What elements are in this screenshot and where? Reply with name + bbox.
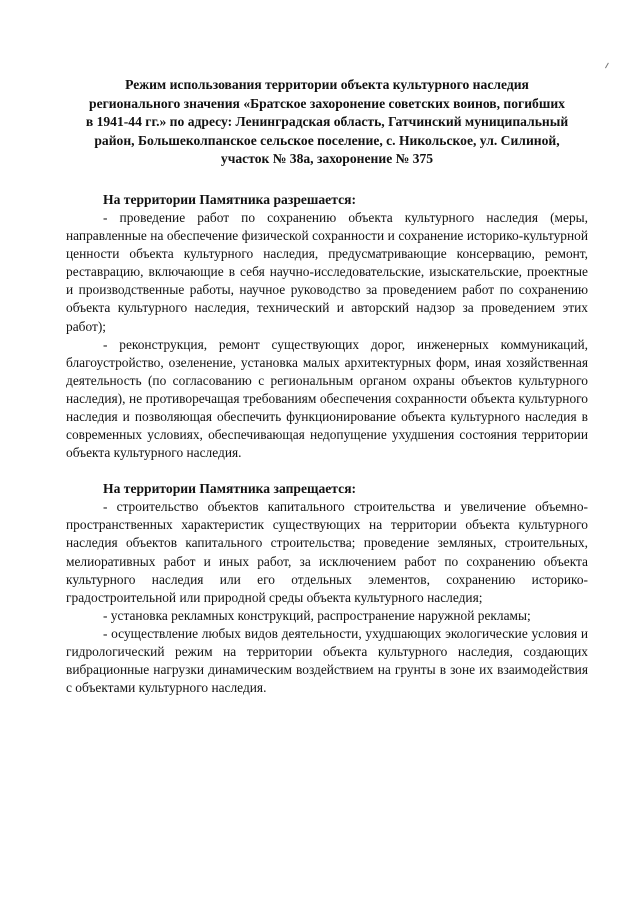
prohibited-heading: На территории Памятника запрещается: (103, 481, 357, 497)
title-line: район, Большеколпанское сельское поселение, с. Никольское, ул. Силиной, (94, 132, 560, 148)
title-line: в 1941-44 гг.» по адресу: Ленинградская область, Гатчинский муниципальный (85, 114, 569, 130)
allowed-heading: На территории Памятника разрешается: (103, 191, 356, 207)
scan-mark (605, 63, 614, 72)
prohibited-section (66, 480, 588, 697)
allowed-section (66, 191, 588, 462)
prohibited-item: - строительство объектов капитального строительства и увеличение объемно-пространственных характеристик существующих на территории объекта культурного наследия объектов капитального строительства; проведение земляных, строительных, мелиоративных работ и иных работ, за исключением работ по сохранению объекта культурного наследия или его отдельных элементов, сохранению историко-градостроительной или природной среды объекта культурного наследия; (66, 499, 588, 605)
title-line: регионального значения «Братское захоронение советских воинов, погибших (89, 95, 565, 111)
prohibited-item: - установка рекламных конструкций, распространение наружной рекламы; (103, 607, 531, 623)
document-title (66, 76, 588, 169)
allowed-item: - проведение работ по сохранению объекта культурного наследия (меры, направленные на обеспечение физической сохранности и сохранение историко-культурной ценности объекта культурного наследия, предусматривающие консервацию, ремонт, реставрацию, включающие в себя научно-исследовательские, изыскательские, проектные и производственные работы, научное руководство за проведением работ по сохранению объекта культурного наследия, технический и авторский надзор за проведением этих работ); (66, 209, 588, 334)
title-line: участок № 38а, захоронение № 375 (220, 151, 434, 167)
document-page (66, 76, 588, 697)
allowed-item: - реконструкция, ремонт существующих дорог, инженерных коммуникаций, благоустройство, озеленение, установка малых архитектурных форм, иная хозяйственная деятельность (по согласованию с региональным органом охраны объектов культурного наследия), не противоречащая требованиям обеспечения сохранности объекта культурного наследия и позволяющая обеспечить функционирование объекта культурного наследия в современных условиях, обеспечивающая недопущение ухудшения состояния территории объекта культурного наследия. (66, 336, 588, 461)
prohibited-item: - осуществление любых видов деятельности, ухудшающих экологические условия и гидрологический режим на территории объекта культурного наследия, создающих вибрационные нагрузки динамическим воздействием на грунты в зоне их взаимодействия с объектами культурного наследия. (66, 625, 588, 696)
title-line: Режим использования территории объекта культурного наследия (125, 77, 529, 92)
